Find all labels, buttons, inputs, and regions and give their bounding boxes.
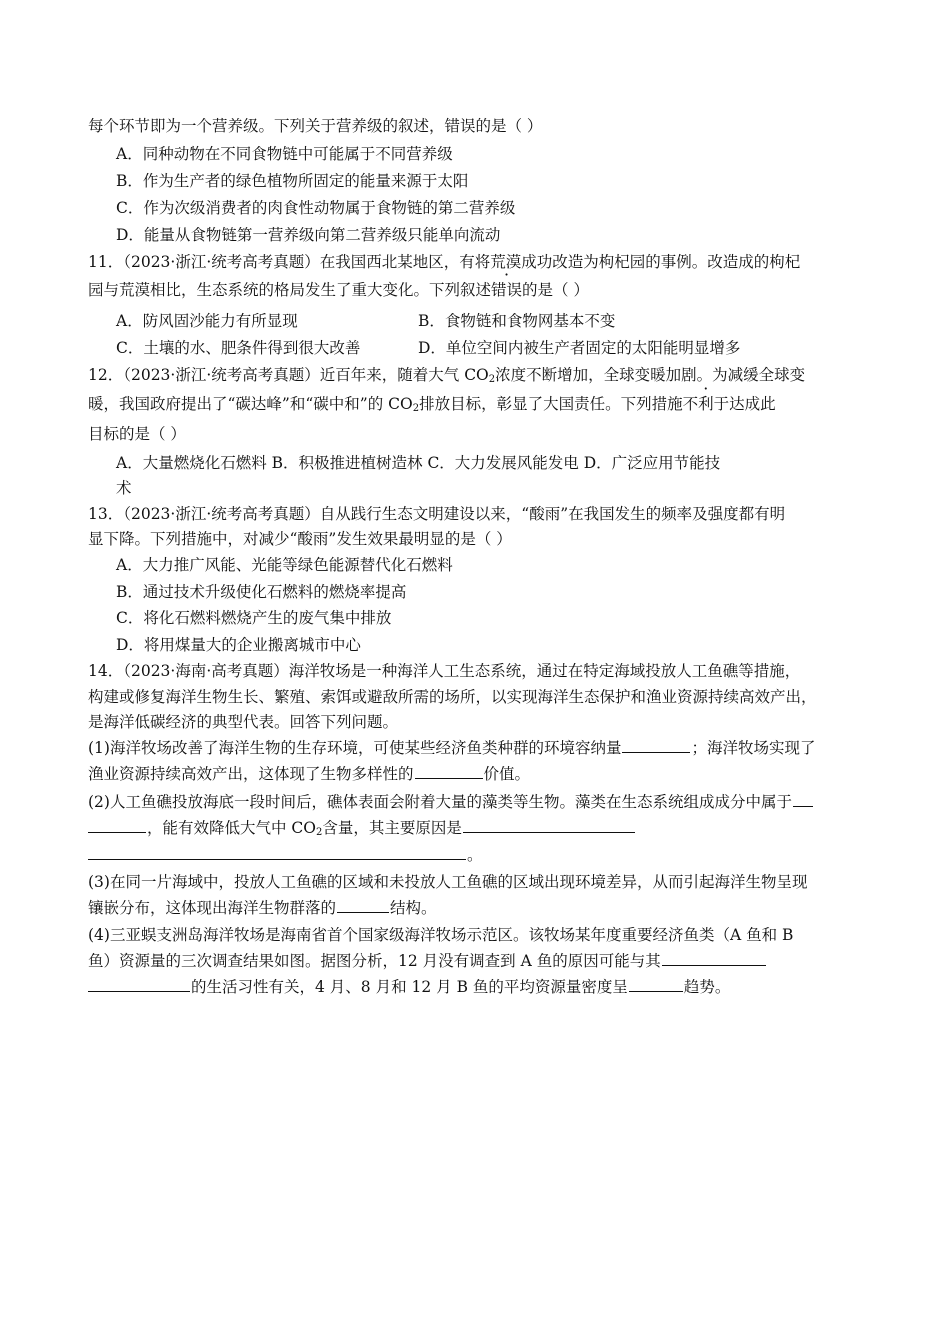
q12-stem-line1: 12．（2023·浙江·统考高考真题）近百年来，随着大气 $CO_2$浓度不断增加，全球变暖加剧。为减缓全球变 xyxy=(88,366,806,385)
q13-option-d: D．将用煤量大的企业搬离城市中心 xyxy=(116,636,361,654)
q11-emphasis: 错误 xyxy=(491,281,523,299)
q12-emphasis: 不利于 xyxy=(682,395,730,413)
q12-options-wrap: 术 xyxy=(116,479,132,497)
q13-option-b: B．通过技术升级使化石燃料的燃烧率提高 xyxy=(116,583,407,601)
answer-blank-cont[interactable] xyxy=(88,815,146,833)
q13-stem-line1: 13．（2023·浙江·统考高考真题）自从践行生态文明建设以来，“酸雨”在我国发生的频率及强度都有明 xyxy=(88,505,786,523)
q11-option-a: A．防风固沙能力有所显现 xyxy=(116,312,298,330)
answer-blank-cont[interactable] xyxy=(88,842,466,860)
q11-option-b: B．食物链和食物网基本不变 xyxy=(418,312,616,330)
q12-stem-line2: 暖，我国政府提出了“碳达峰”和“碳中和”的 $CO_2$排放目标，彰显了大国责任。下列措施不利于达成此 xyxy=(88,395,776,414)
q13-stem-line2: 显下降。下列措施中，对减少“酸雨”发生效果最明显的是（ ） xyxy=(88,530,512,548)
q14-part4-line2: 鱼）资源量的三次调查结果如图。据图分析，12 月没有调查到 A 鱼的原因可能与其 xyxy=(88,948,767,974)
answer-blank[interactable] xyxy=(337,895,389,913)
q14-part3-line1: (3)在同一片海域中，投放人工鱼礁的区域和未投放人工鱼礁的区域出现环境差异，从而引起海洋生物呈现 xyxy=(88,873,808,891)
q10-option-b: B．作为生产者的绿色植物所固定的能量来源于太阳 xyxy=(116,172,469,190)
q10-stem: 每个环节即为一个营养级。下列关于营养级的叙述，错误的是（ ） xyxy=(88,117,543,135)
q10-option-a: A．同种动物在不同食物链中可能属于不同营养级 xyxy=(116,145,453,163)
q12-stem-line3: 目标的是（ ） xyxy=(88,425,186,443)
q11-option-c: C．土壤的水、肥条件得到很大改善 xyxy=(116,339,361,357)
q14-part4-line3: 的生活习性有关，4 月、8 月和 12 月 B 鱼的平均资源量密度呈 趋势。 xyxy=(88,974,730,1000)
answer-blank[interactable] xyxy=(622,735,690,753)
q10-option-d: D．能量从食物链第一营养级向第二营养级只能单向流动 xyxy=(116,226,501,244)
answer-blank-cont[interactable] xyxy=(88,974,190,992)
q11-stem-line2: 园与荒漠相比，生态系统的格局发生了重大变化。下列叙述错误的是（ ） xyxy=(88,281,589,299)
answer-blank[interactable] xyxy=(793,789,813,807)
q14-part2-line1: (2)人工鱼礁投放海底一段时间后，礁体表面会附着大量的藻类等生物。藻类在生态系统组成成分中属于 xyxy=(88,789,814,815)
q14-part1-line1: (1)海洋牧场改善了海洋生物的生存环境，可使某些经济鱼类种群的环境容纳量 ；海洋牧场实现了 xyxy=(88,735,815,761)
q14-part2-line2: ，能有效降低大气中 $CO_2$含量，其主要原因是 xyxy=(88,815,636,846)
q14-part1-line2: 渔业资源持续高效产出，这体现了生物多样性的 价值。 xyxy=(88,761,530,787)
q14-intro-line2: 构建或修复海洋生物生长、繁殖、索饵或避敌所需的场所，以实现海洋生态保护和渔业资源持续高效产出， xyxy=(88,688,817,706)
q13-option-a: A．大力推广风能、光能等绿色能源替代化石燃料 xyxy=(116,556,453,574)
answer-blank[interactable] xyxy=(463,815,635,833)
q10-option-c: C．作为次级消费者的肉食性动物属于食物链的第二营养级 xyxy=(116,199,516,217)
q13-option-c: C．将化石燃料燃烧产生的废气集中排放 xyxy=(116,609,392,627)
q11-stem-line1: 11．（2023·浙江·统考高考真题）在我国西北某地区，有将荒漠成功改造为枸杞园的事例。改造成的枸杞 xyxy=(88,253,801,271)
q14-part4-line1: (4)三亚蜈支洲岛海洋牧场是海南省首个国家级海洋牧场示范区。该牧场某年度重要经济鱼类（A 鱼和 B xyxy=(88,926,794,944)
answer-blank[interactable] xyxy=(629,974,683,992)
q11-option-d: D．单位空间内被生产者固定的太阳能明显增多 xyxy=(418,339,741,357)
answer-blank[interactable] xyxy=(415,761,483,779)
q12-options: A．大量燃烧化石燃料 B．积极推进植树造林 C．大力发展风能发电 D．广泛应用节能技 xyxy=(116,454,721,472)
q14-intro-line3: 是海洋低碳经济的典型代表。回答下列问题。 xyxy=(88,713,399,731)
q14-intro-line1: 14．（2023·海南·高考真题）海洋牧场是一种海洋人工生态系统，通过在特定海域投放人工鱼礁等措施， xyxy=(88,662,801,680)
q14-part2-line3: 。 xyxy=(88,842,483,868)
answer-blank[interactable] xyxy=(662,948,766,966)
q11-options-row1 xyxy=(116,308,876,334)
q11-options-row2 xyxy=(116,335,876,361)
q14-part3-line2: 镶嵌分布，这体现出海洋生物群落的 结构。 xyxy=(88,895,437,921)
